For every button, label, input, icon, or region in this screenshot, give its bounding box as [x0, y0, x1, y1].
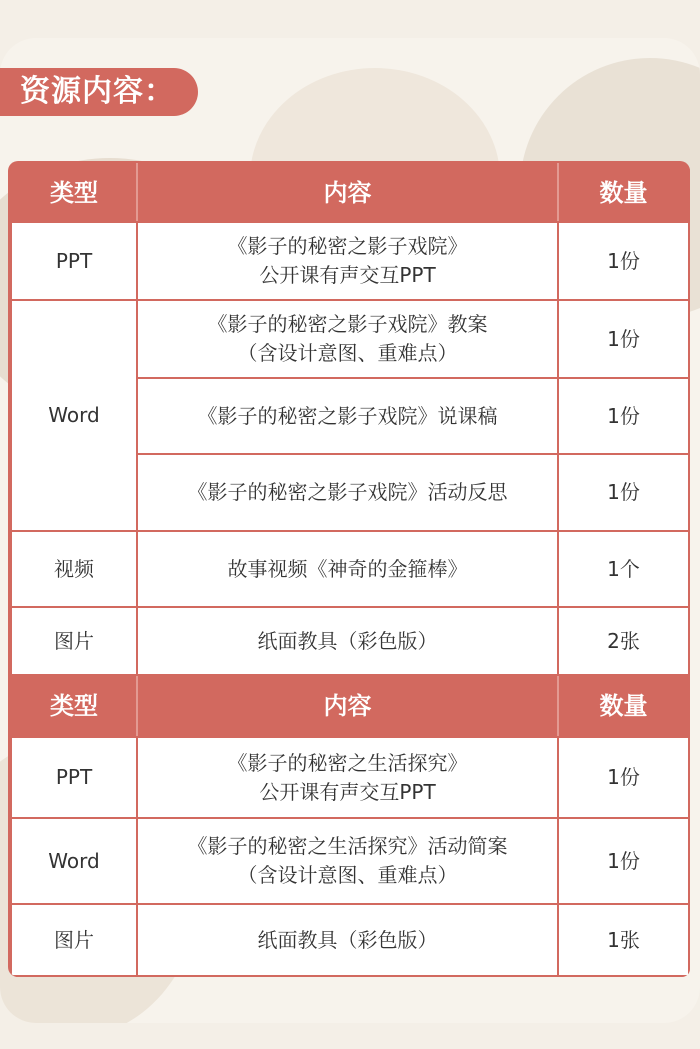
content-cell: [137, 300, 558, 378]
content-cell: [137, 454, 558, 531]
header-type: 类型: [11, 164, 137, 222]
content-cell: [137, 531, 558, 607]
header-content: 内容: [137, 164, 558, 222]
content-cell: [137, 378, 558, 454]
content-line: 纸面教具（彩色版）: [257, 628, 438, 653]
quantity-cell: 1份: [558, 378, 689, 454]
table-row: [11, 818, 689, 904]
content-line: 《影子的秘密之影子戏院》活动反思: [187, 480, 508, 504]
content-line: 《影子的秘密之影子戏院》教案: [207, 312, 488, 336]
header-type: 类型: [11, 675, 137, 737]
table-row: [11, 737, 689, 818]
quantity-cell: 1张: [558, 904, 689, 976]
table-row: [11, 222, 689, 300]
content-cell: [137, 607, 558, 675]
table-row: [11, 607, 689, 675]
quantity-cell: 1份: [558, 222, 689, 300]
content-line: 《影子的秘密之影子戏院》: [227, 234, 468, 258]
content-line: 公开课有声交互PPT: [259, 263, 436, 287]
content-line: 《影子的秘密之生活探究》活动简案: [187, 834, 508, 858]
content-cell: [137, 737, 558, 818]
content-line: （含设计意图、重难点）: [237, 863, 458, 887]
content-line: 公开课有声交互PPT: [259, 779, 436, 804]
type-cell: Word: [11, 818, 137, 904]
quantity-cell: 1份: [558, 454, 689, 531]
type-cell: 图片: [11, 904, 137, 976]
quantity-cell: 1份: [558, 300, 689, 378]
quantity-cell: 1份: [558, 737, 689, 818]
content-cell: [137, 818, 558, 904]
quantity-cell: 2张: [558, 607, 689, 675]
content-cell: [137, 904, 558, 976]
header-quantity: 数量: [558, 164, 689, 222]
header-quantity: 数量: [558, 675, 689, 737]
header-content: 内容: [137, 675, 558, 737]
table-row: [11, 300, 689, 378]
quantity-cell: 1份: [558, 818, 689, 904]
type-cell: Word: [11, 300, 137, 531]
section-title: 资源内容：: [0, 68, 198, 116]
content-line: 故事视频《神奇的金箍棒》: [227, 556, 468, 581]
table-header-row: [11, 675, 689, 737]
table-row: [11, 904, 689, 976]
resource-table: [10, 163, 690, 977]
content-line: 《影子的秘密之影子戏院》说课稿: [197, 403, 498, 428]
table-row: [11, 531, 689, 607]
content-line: 纸面教具（彩色版）: [257, 927, 438, 952]
content-line: 《影子的秘密之生活探究》: [227, 750, 468, 775]
type-cell: PPT: [11, 737, 137, 818]
table-header-row: [11, 164, 689, 222]
content-cell: [137, 222, 558, 300]
content-line: （含设计意图、重难点）: [237, 341, 458, 365]
resource-table-frame: [8, 161, 690, 977]
type-cell: PPT: [11, 222, 137, 300]
quantity-cell: 1个: [558, 531, 689, 607]
type-cell: 视频: [11, 531, 137, 607]
type-cell: 图片: [11, 607, 137, 675]
